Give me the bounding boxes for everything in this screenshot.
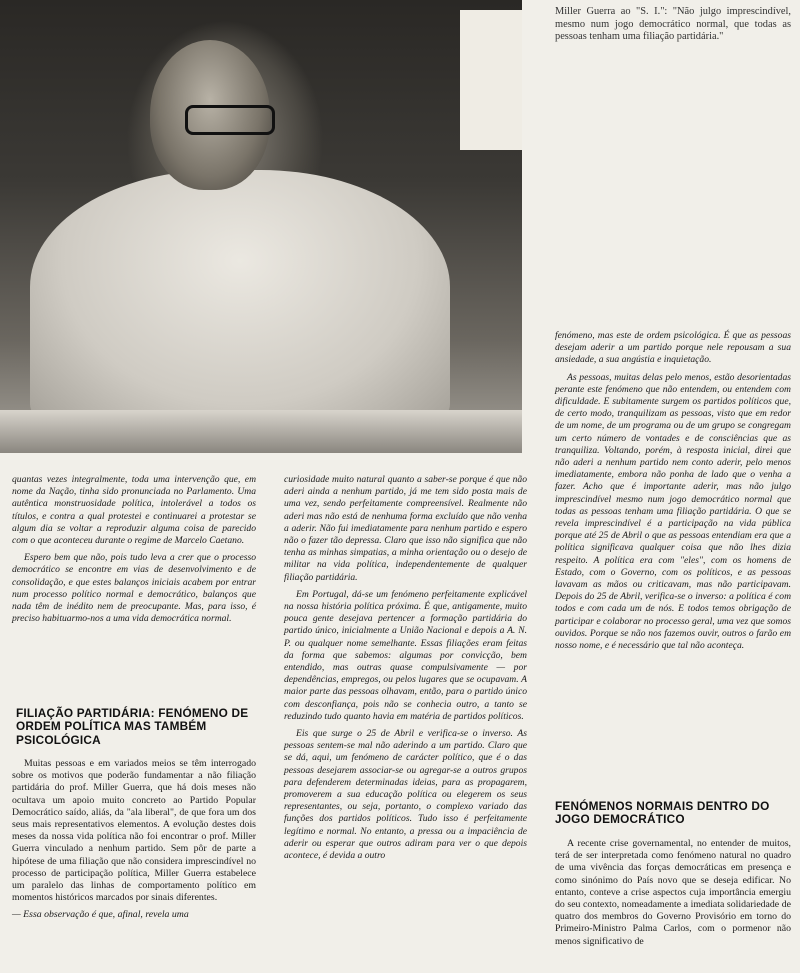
paragraph: curiosidade muito natural quanto a saber-se porque é que não aderi ainda a nenhum partido, já me tem sido posta mais de uma vez, sendo perfeitamente compreensível. Realmente não aderi mas não está de nenhuma forma excluído que não venha a aderir. Não fui imediatamente para nenhum partido e espero não o fazer tão depressa. Claro que isso não significa que não tenha as minhas simpatias, a minha orientação ou o desejo de militar na vida política, independentemente de qualquer filiação partidária. <box>284 474 527 583</box>
column-2 <box>284 474 527 867</box>
portrait-desk <box>0 410 522 453</box>
section-heading-fenomenos: FENÓMENOS NORMAIS DENTRO DO JOGO DEMOCRÁTICO <box>555 799 770 827</box>
column-1-bottom <box>12 758 256 927</box>
section-heading-filiacao: FILIAÇÃO PARTIDÁRIA: FENÓMENO DE ORDEM POLÍTICA MAS TAMBÉM PSICOLÓGICA <box>16 706 249 747</box>
paragraph: Espero bem que não, pois tudo leva a crer que o processo democrático se encontre em vias de desenvolvimento e de consolidação, e que estes balanços iniciais acabem por entrar num processo político normal e democrático, balanços que nada têm de inédito nem de preocupante. Mas, para isso, é preciso habituarmo-nos a uma vida democrática normal. <box>12 552 256 625</box>
portrait-glasses <box>185 105 275 135</box>
paragraph: As pessoas, muitas delas pelo menos, estão desorientadas perante este fenómeno que não entendem, ou entendem com dificuldade. E subitamente surgem os partidos políticos que, de certo modo, tranquilizam as pessoas, visto que em redor de um nome, de um programa ou de um grupo se congregam um certo número de vontades e de consciências que as tranquiliza. Voltando, porém, à resposta inicial, direi que não aderi a nenhum partido nem conto aderir, pelo menos imediatamente, embora não ponha de lado que o venha a fazer. Acho que é importante aderir, mas não julgo imprescindível mesmo num jogo democrático normal que todas as pessoas tenham uma filiação partidária. O que se revela imprescindível é a participação na vida pública porque até 25 de Abril o que as pessoas entendiam era que a política significava qualquer coisa que não lhes dizia respeito. A política era com "eles", com os homens de Estado, com o Governo, com os políticos, e as pessoas lavavam as mãos ou criticavam, mas não participavam. Depois do 25 de Abril, verifica-se o inverso: a política é com todos e com cada um de nós. E todos temos obrigação de participar e colaborar no processo geral, uma vez que somos ouvidos. Porque se não nos fazemos ouvir, outros o farão em nosso nome, e é necessário que tal não aconteça. <box>555 371 791 652</box>
column-3-top <box>555 330 791 657</box>
paragraph: — Essa observação é que, afinal, revela uma <box>12 909 189 921</box>
paragraph: A recente crise governamental, no entender de muitos, terá de ser interpretada como fenómeno natural no quadro de uma vivência das forças democráticas em presença e como sinónimo do País novo que se deseja edificar. No entanto, conteve a crise aspectos cuja importância emergiu do seu contexto, nomeadamente a imediata solidariedade de quatro dos membros do Governo Provisório em torno do Primeiro-Ministro Palma Carlos, com o pormenor não menos significativo de <box>555 838 791 947</box>
paragraph: Em Portugal, dá-se um fenómeno perfeitamente explicável na nossa história política próxima. É que, antigamente, muito pouca gente desejava pertencer a formação partidária do partido único, inicialmente a União Nacional e depois a A. N. P. ou qualquer nome semelhante. Essas filiações eram feitas da forma que sabemos: algumas por convicção, bem entendido, mas outras quase compulsivamente — por dependências, empregos, ou pelos lugares que se ocupavam. A maior parte das pessoas olhavam, então, para o partido único com desconfiança, pois não se conhecia outro, a tanto se reduzindo tudo quanto havia em matéria de partidos políticos. <box>284 588 527 722</box>
paragraph: quantas vezes integralmente, toda uma intervenção que, em nome da Nação, tinha sido pronunciada no Parlamento. Uma autêntica monstruosidade política, intolerável a todos os títulos, e contra a qual protestei e continuarei a protestar se algum dia se voltar a reproduzir alguma coisa de parecido com o que aconteceu durante o regime de Marcelo Caetano. <box>12 474 256 547</box>
paragraph: Muitas pessoas e em variados meios se têm interrogado sobre os motivos que poderão fundamentar a não filiação partidária do prof. Miller Guerra, que há dois meses não ocultava um apoio muito concreto ao Partido Popular Democrático saído, aliás, da "ala liberal", de que fora um dos seus mais representativos elementos. A evolução destes dois meses da nossa vida política não foi encontrar o prof. Miller Guerra vinculado a nenhum partido. Sem pôr de parte a hipótese de uma filiação que não considera imprescindível no processo de participação política, Miller Guerra estabelece um paralelo das linhas de comportamento político em momentos históricos marcados por sinais diferentes. <box>12 758 256 904</box>
lamp-shade <box>460 10 522 150</box>
column-1-top <box>12 474 256 630</box>
portrait-photo <box>0 0 522 453</box>
paragraph: fenómeno, mas este de ordem psicológica. É que as pessoas desejam aderir a um partido porque nele repousam a sua ansiedade, a sua angústia e inquietação. <box>555 330 791 366</box>
portrait-figure-body <box>30 170 450 430</box>
pull-quote: Miller Guerra ao "S. I.": "Não julgo imprescindível, mesmo num jogo democrático normal, que todas as pessoas tenham uma filiação partidária." <box>555 6 791 43</box>
column-3-bottom <box>555 838 791 953</box>
paragraph: Eis que surge o 25 de Abril e verifica-se o inverso. As pessoas sentem-se mal não aderindo a um partido. Claro que se dá, aqui, um fenómeno de carácter político, que é o das pessoas desejarem associar-se ou agregar-se a outros grupos para defenderem determinadas ideias, para as propagarem, promoverem a sua educação política ou elegerem os seus representantes, ou seja, portanto, o complexo variado das funções dos partidos políticos. Tudo isso é perfeitamente legítimo e normal. No entanto, a pressa ou a impaciência de aderir ou esperar que outros adiram para ver o que depois acontece, é devida a outro <box>284 728 527 862</box>
